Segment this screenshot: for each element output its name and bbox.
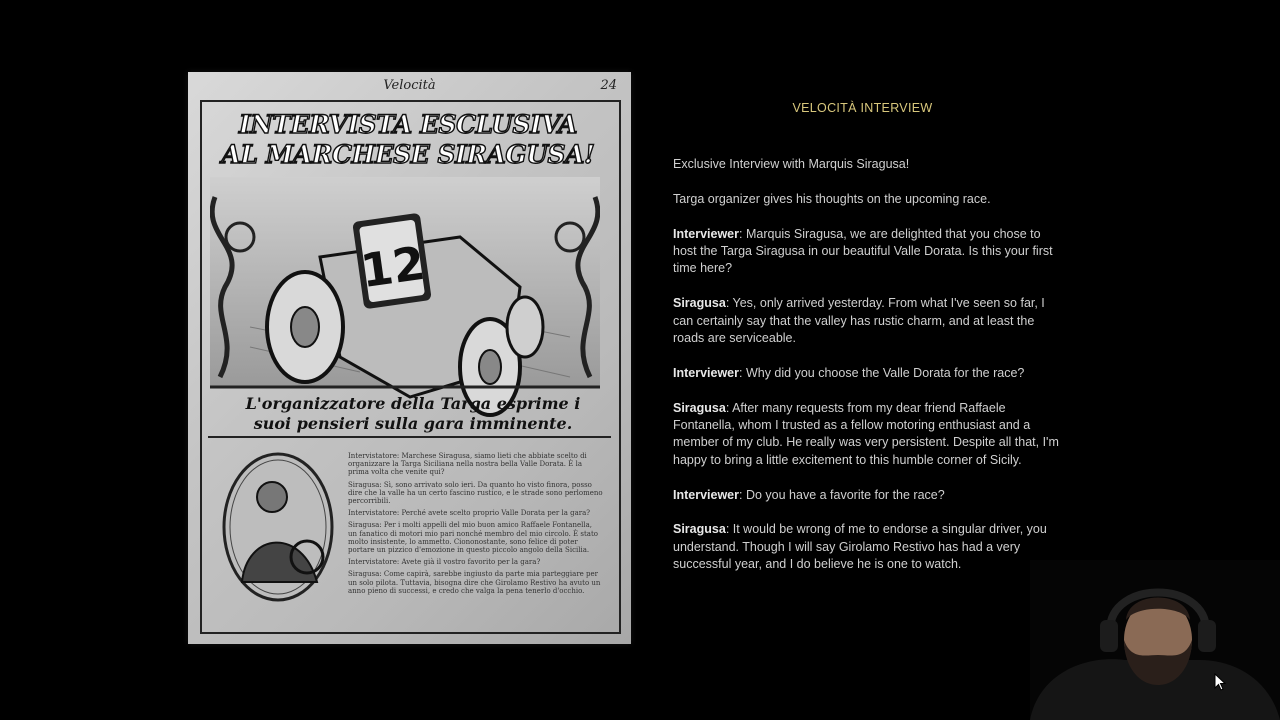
section-divider xyxy=(208,436,611,438)
dialogue-entry xyxy=(673,226,1063,278)
interview-intro: Exclusive Interview with Marquis Siragusa! xyxy=(673,157,910,171)
dialogue-entry xyxy=(673,521,1063,573)
streamer-webcam xyxy=(1030,560,1280,720)
interview-transcript xyxy=(673,156,1063,591)
speaker-name: Siragusa xyxy=(673,296,726,311)
dialogue-text: : Do you have a favorite for the race? xyxy=(739,487,945,502)
speaker-name: Interviewer xyxy=(673,226,740,241)
driver-portrait xyxy=(222,452,334,602)
interview-subtitle: Targa organizer gives his thoughts on the upcoming race. xyxy=(673,191,991,206)
newspaper-page-number: 24 xyxy=(600,78,617,93)
newspaper-subhead: L'organizzatore della Targa esprime i suoi pensieri sulla gara imminente. xyxy=(245,394,581,433)
article-paragraph: Siragusa: Per i molti appelli del mio buon amico Raffaele Fontanella, un fanatico di motori mio pari nonché membro del mio circolo. È stato molto insistente, lo ammetto. Ciononostante, sono felice di poter portare un pizzico d'emozione in questo piccolo angolo della Sicilia. xyxy=(348,521,598,555)
dialogue-text: : Yes, only arrived yesterday. From what I've seen so far, I can certainly say that the valley has rustic charm, and at least the roads are serviceable. xyxy=(673,296,1045,346)
article-paragraph: Intervistatore: Avete già il vostro favorito per la gara? xyxy=(348,558,541,567)
dialogue-text: : Why did you choose the Valle Dorata for the race? xyxy=(739,365,1025,380)
newspaper-headline xyxy=(208,110,608,170)
article-paragraph: Intervistatore: Marchese Siragusa, siamo lieti che abbiate scelto di organizzare la Targa Siciliana nella nostra bella Valle Dorata. È la prima volta che venite qui? xyxy=(348,452,587,477)
dialogue-text: : Marquis Siragusa, we are delighted that you chose to host the Targa Siragusa in our beautiful Valle Dorata. Is this your first time here? xyxy=(673,226,1053,276)
car-number: 12 xyxy=(357,235,429,299)
headline-line-2: AL MARCHESE SIRAGUSA! xyxy=(221,140,595,169)
speaker-name: Siragusa xyxy=(673,522,726,537)
article-paragraph: Intervistatore: Perché avete scelto proprio Valle Dorata per la gara? xyxy=(348,509,591,518)
speaker-name: Siragusa xyxy=(673,400,726,415)
interview-panel-title: VELOCITÀ INTERVIEW xyxy=(792,101,933,115)
newspaper-masthead: Velocità xyxy=(383,78,436,93)
dialogue-text: : It would be wrong of me to endorse a singular driver, you understand. Though I will say Girolamo Restivo has had a very successful year, and I do believe he is one to watch. xyxy=(673,522,1047,572)
dialogue-entry xyxy=(673,400,1063,470)
dialogue-text: : After many requests from my dear friend Raffaele Fontanella, whom I trusted as a fellow motoring enthusiast and a member of my club. He really was very persistent. Despite all that, I'm happy to bring a little excitement to this humble corner of Sicily. xyxy=(673,400,1059,467)
newspaper-article-body xyxy=(348,452,603,599)
dialogue-entry xyxy=(673,365,1063,382)
dialogue-entry xyxy=(673,295,1063,347)
speaker-name: Interviewer xyxy=(673,487,740,502)
headline-line-1: INTERVISTA ESCLUSIVA xyxy=(238,110,578,139)
speaker-name: Interviewer xyxy=(673,365,740,380)
article-paragraph: Siragusa: Sì, sono arrivato solo ieri. Da quanto ho visto finora, posso dire che la valle ha un certo fascino rustico, e le strade sono perlomeno percorribili. xyxy=(348,480,603,506)
article-paragraph: Siragusa: Come capirà, sarebbe ingiusto da parte mia parteggiare per un solo pilota. Tuttavia, bisogna dire che Girolamo Restivo ha avuto un anno pieno di successi, e credo che valga la pena tenerlo d'occhio. xyxy=(348,570,601,595)
dialogue-entry xyxy=(673,487,1063,504)
mouse-cursor-icon xyxy=(1214,673,1226,691)
newspaper-page xyxy=(188,72,631,644)
